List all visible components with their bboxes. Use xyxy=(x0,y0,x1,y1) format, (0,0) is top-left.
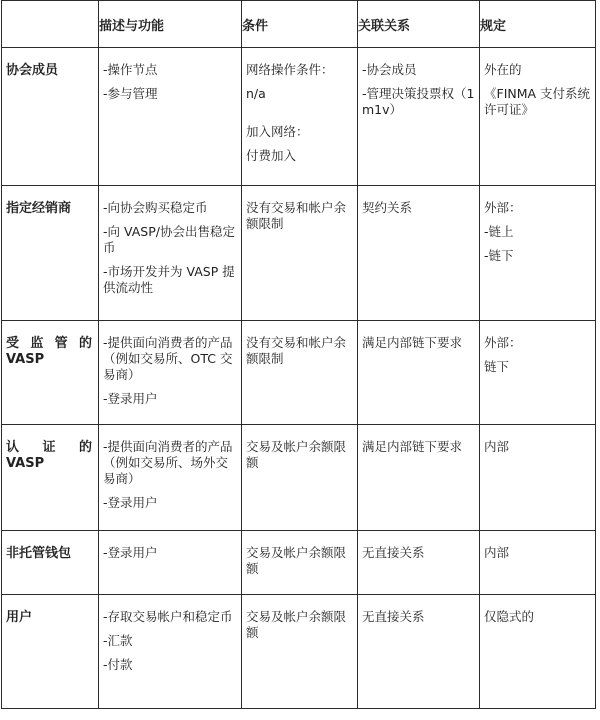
condition-line: 没有交易和帐户余额限制 xyxy=(246,200,347,231)
table-row xyxy=(2,321,596,425)
table-row xyxy=(2,595,596,709)
cell-relationship xyxy=(358,531,480,595)
header-cell-empty xyxy=(2,1,99,48)
cell-regulation xyxy=(480,48,596,186)
condition-line: 交易及帐户余额限额 xyxy=(246,439,347,470)
row-label-non-custodial-wallet xyxy=(2,531,99,595)
regulation-line: 内部 xyxy=(484,545,510,560)
cell-description xyxy=(99,425,242,531)
row-label-certified-vasp xyxy=(2,425,99,531)
header-row xyxy=(2,1,596,48)
description-line: -登录用户 xyxy=(103,545,158,560)
description-line: -汇款 xyxy=(103,633,133,648)
regulation-line: 外部： xyxy=(484,200,522,215)
condition-line: 加入网络： xyxy=(246,124,309,139)
row-label-association-member xyxy=(2,48,99,186)
regulation-line: -链上 xyxy=(484,224,514,239)
regulation-line: 《FINMA 支付系统许可证》 xyxy=(484,86,591,117)
regulation-line: 仅隐式的 xyxy=(484,609,535,624)
cell-description xyxy=(99,321,242,425)
table-row xyxy=(2,425,596,531)
regulation-line: 外部： xyxy=(484,335,522,350)
relationship-line: 无直接关系 xyxy=(362,609,425,624)
cell-relationship xyxy=(358,425,480,531)
relationship-line: -协会成员 xyxy=(362,62,417,77)
condition-line: 网络操作条件： xyxy=(246,62,334,77)
cell-conditions xyxy=(242,595,358,709)
row-label-text: 受 监 管 的 xyxy=(6,336,92,351)
cell-regulation xyxy=(480,595,596,709)
cell-conditions xyxy=(242,48,358,186)
relationship-line: 无直接关系 xyxy=(362,545,425,560)
header-relationship: 关联关系 xyxy=(358,1,480,48)
condition-line: 交易及帐户余额限额 xyxy=(246,545,347,576)
cell-conditions xyxy=(242,186,358,321)
relationship-line: 契约关系 xyxy=(362,200,413,215)
cell-regulation xyxy=(480,321,596,425)
cell-relationship xyxy=(358,48,480,186)
row-label-designated-dealer xyxy=(2,186,99,321)
header-regulation: 规定 xyxy=(480,1,596,48)
relationship-line: 满足内部链下要求 xyxy=(362,439,463,454)
description-line: -操作节点 xyxy=(103,62,158,77)
description-line: -登录用户 xyxy=(103,391,158,406)
cell-regulation xyxy=(480,186,596,321)
description-line: -付款 xyxy=(103,657,133,672)
header-description: 描述与功能 xyxy=(99,1,242,48)
table-row xyxy=(2,186,596,321)
table-row xyxy=(2,531,596,595)
row-label-text: 用户 xyxy=(6,610,33,625)
description-line: -存取交易帐户和稳定币 xyxy=(103,609,233,624)
roles-table xyxy=(1,0,596,709)
regulation-line: 链下 xyxy=(484,359,510,374)
description-line: -向 VASP/协会出售稳定币 xyxy=(103,224,235,255)
condition-spacer xyxy=(246,110,353,124)
condition-line: 没有交易和帐户余额限制 xyxy=(246,335,347,366)
description-line: -提供面向消费者的产品（例如交易所、场外交易商） xyxy=(103,439,233,486)
description-line: -提供面向消费者的产品（例如交易所、OTC 交易商） xyxy=(103,335,233,382)
cell-conditions xyxy=(242,321,358,425)
condition-line: n/a xyxy=(246,86,266,101)
cell-regulation xyxy=(480,531,596,595)
cell-relationship xyxy=(358,186,480,321)
cell-relationship xyxy=(358,321,480,425)
cell-description xyxy=(99,531,242,595)
cell-regulation xyxy=(480,425,596,531)
regulation-line: 内部 xyxy=(484,439,510,454)
cell-relationship xyxy=(358,595,480,709)
row-label-regulated-vasp xyxy=(2,321,99,425)
row-label-user xyxy=(2,595,99,709)
row-label-text: 协会成员 xyxy=(6,63,59,78)
relationship-line: 满足内部链下要求 xyxy=(362,335,463,350)
condition-line: 交易及帐户余额限额 xyxy=(246,609,347,640)
cell-description xyxy=(99,186,242,321)
description-line: -市场开发并为 VASP 提供流动性 xyxy=(103,264,235,295)
row-label-text: VASP xyxy=(6,456,45,471)
row-label-text: 认 证 的 xyxy=(6,440,92,455)
cell-conditions xyxy=(242,531,358,595)
table-row xyxy=(2,48,596,186)
regulation-line: 外在的 xyxy=(484,62,522,77)
cell-description xyxy=(99,595,242,709)
row-label-text: 指定经销商 xyxy=(6,201,72,216)
description-line: -向协会购买稳定币 xyxy=(103,200,208,215)
condition-line: 付费加入 xyxy=(246,148,297,163)
description-line: -参与管理 xyxy=(103,86,158,101)
regulation-line: -链下 xyxy=(484,248,514,263)
description-line: -登录用户 xyxy=(103,495,158,510)
header-conditions: 条件 xyxy=(242,1,358,48)
cell-conditions xyxy=(242,425,358,531)
row-label-text: 非托管钱包 xyxy=(6,546,72,561)
relationship-line: -管理决策投票权（1 m1v） xyxy=(362,86,475,117)
cell-description xyxy=(99,48,242,186)
row-label-text: VASP xyxy=(6,352,45,367)
